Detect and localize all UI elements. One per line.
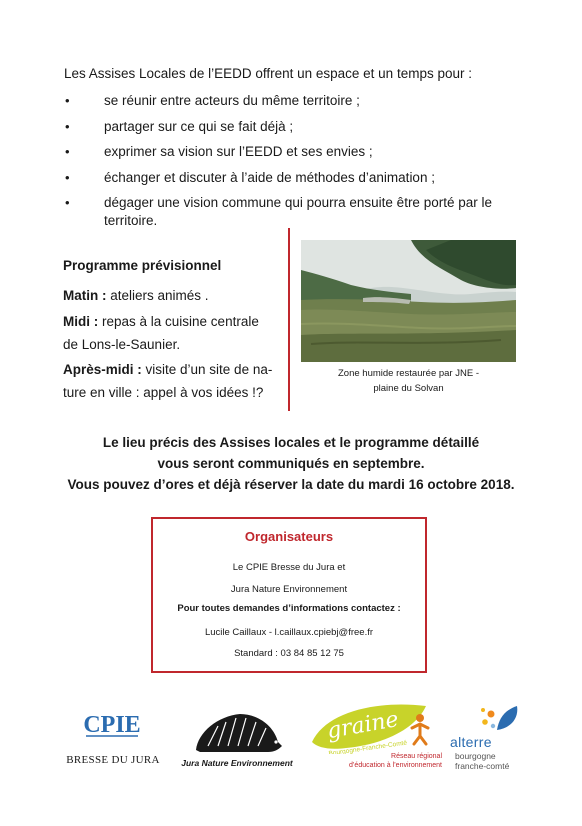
- alterre-sub-1: bourgogne: [455, 751, 496, 761]
- bullet-icon: •: [65, 195, 70, 210]
- apres-midi-text: visite d’un site de na-: [141, 362, 273, 377]
- midi-label: Midi :: [63, 314, 99, 329]
- bullet-icon: •: [65, 93, 70, 108]
- alterre-sub-2: franche-comté: [455, 761, 510, 771]
- wetland-photo: [301, 240, 516, 362]
- list-item-text: exprimer sa vision sur l’EEDD et ses envies ;: [104, 144, 373, 159]
- purpose-list: [64, 92, 524, 238]
- caption-line-1: Zone humide restaurée par JNE -: [338, 368, 479, 379]
- graine-sub-2: d’éducation à l’environnement: [348, 762, 442, 769]
- list-item: [64, 194, 524, 230]
- list-item: [64, 92, 524, 110]
- caption-line-2: plaine du Solvan: [373, 383, 444, 394]
- hedgehog-icon: [196, 714, 282, 752]
- announcement-line: vous seront communiqués en septembre.: [157, 456, 425, 471]
- list-item-text: échanger et discuter à l’aide de méthodes d’animation ;: [104, 169, 435, 185]
- programme-matin: [63, 284, 285, 307]
- announcement-line: Vous pouvez d’ores et déjà réserver la date du mardi 16 octobre 2018.: [67, 477, 515, 492]
- programme-apres-midi: [63, 358, 285, 404]
- matin-label: Matin :: [63, 288, 107, 303]
- divider-line: [288, 228, 290, 411]
- jne-logo: [178, 702, 296, 772]
- programme-title: Programme prévisionnel: [63, 258, 222, 273]
- graine-subtitle: [322, 752, 442, 770]
- matin-text: ateliers animés .: [106, 288, 209, 303]
- midi-text-2: de Lons-le-Saunier.: [63, 337, 181, 352]
- photo-caption: [301, 366, 516, 396]
- bullet-icon: •: [65, 169, 70, 185]
- list-item-text: dégager une vision commune qui pourra ensuite être porté par le territoire.: [104, 195, 492, 228]
- graine-name: graine: [325, 707, 401, 745]
- list-item-text: se réunir entre acteurs du même territoire ;: [104, 93, 360, 108]
- bullet-icon: •: [65, 144, 70, 159]
- programme-midi: [63, 310, 285, 356]
- cpie-name: BRESSE DU JURA: [66, 754, 160, 766]
- organiser-line-1: Le CPIE Bresse du Jura et: [232, 562, 346, 573]
- graine-region: Bourgogne-Franche-Comté: [328, 739, 408, 754]
- list-item-text: partager sur ce qui se fait déjà ;: [104, 118, 294, 134]
- organisers-title: Organisateurs: [244, 529, 334, 544]
- cpie-mark: CPIE: [83, 712, 141, 738]
- midi-text: repas à la cuisine centrale: [98, 314, 259, 329]
- apres-midi-label: Après-midi :: [63, 362, 142, 377]
- announcement-line: Le lieu précis des Assises locales et le programme détaillé: [102, 435, 480, 450]
- list-item: [64, 143, 524, 161]
- contact-phone: Standard : 03 84 85 12 75: [234, 648, 344, 659]
- alterre-subtitle: [455, 751, 509, 771]
- intro-text: Les Assises Locales de l’EEDD offrent un espace et un temps pour :: [64, 66, 472, 81]
- leaf-icon: [481, 706, 517, 730]
- list-item: [64, 169, 524, 187]
- list-item: [64, 118, 524, 136]
- organisers-box: [151, 517, 427, 673]
- apres-midi-text-2: ture en ville : appel à vos idées !?: [63, 385, 264, 400]
- contact-label: Pour toutes demandes d’informations contactez :: [177, 603, 401, 614]
- contact-person: Lucile Caillaux - l.caillaux.cpiebj@free.fr: [204, 627, 374, 638]
- jne-name: Jura Nature Environnement: [181, 758, 293, 768]
- announcement: [0, 432, 582, 495]
- bullet-icon: •: [65, 118, 70, 134]
- organiser-line-2: Jura Nature Environnement: [230, 584, 348, 595]
- graine-sub-1: Réseau régional: [391, 753, 442, 760]
- alterre-name: alterre: [450, 734, 492, 750]
